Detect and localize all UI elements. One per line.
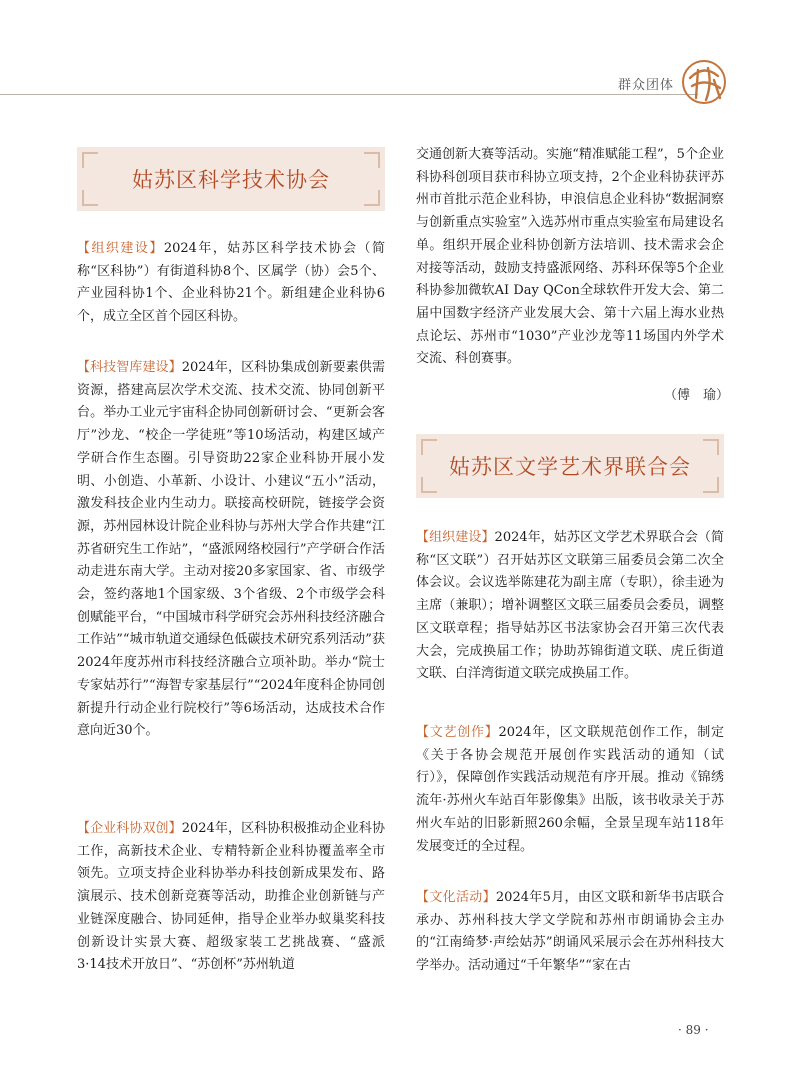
paragraph-tag: 【文化活动】 xyxy=(416,890,496,905)
paragraph-organization xyxy=(416,527,724,686)
paragraph-text: 2024年，区科协集成创新要素供需资源，搭建高层次学术交流、技术交流、协同创新平台。举办工业元宇宙科企协同创新研讨会、“更新会客厅”沙龙、“校企一学徒班”等10场活动，构建区域产学研合作生态圈。引导资助22家企业科协开展小发明、小创造、小革新、小设计、小建议“五小”活动，激发科技企业内生动力。联接高校研院，链接学会资源，苏州园林设计院企业科协与苏州大学合作共建“江苏省研究生工作站”，“盛派网络校园行”产学研合作活动走进东南大学。主动对接20多家国家、省、市级学会，签约落地1个国家级、3个省级、2个市级学会科创赋能平台，“中国城市科学研究会苏州科技经济融合工作站”“城市轨道交通绿色低碳技术研究系列活动”获2024年度苏州市科技经济融合立项补助。举办“院士专家姑苏行”“海智专家基层行”“2024年度科企协同创新提升行动企业行院校行”等6场活动，达成技术合作意向近30个。 xyxy=(77,360,385,739)
calligraphy-emblem-icon xyxy=(680,58,728,106)
section-banner-literature-arts xyxy=(416,434,724,498)
paragraph-text: 交通创新大赛等活动。实施“精准赋能工程”，5个企业科协科创项目获市科协立项支持，2个企业科协获评苏州市首批示范企业科协，申浪信息企业科协“数据洞察与创新重点实验室”入选苏州市重点实验室布局建设名单。组织开展企业科协创新方法培训、技术需求会企对接等活动，鼓励支持盛派网络、苏科环保等5个企业科协参加微软AI Day QCon全球软件开发大会、第二届中国数字经济产业发展大会、第十六届上海水业热点论坛、苏州市“1030”产业沙龙等11场国内外学术交流、科创赛事。 xyxy=(416,147,724,367)
paragraph-tag: 【组织建设】 xyxy=(416,530,495,545)
paragraph-text: 2024年，姑苏区科学技术协会（简称“区科协”）有街道科协8个、区属学（协）会5个、产业园科协1个、企业科协21个。新组建企业科协6个，成立全区首个园区科协。 xyxy=(77,241,385,325)
section-title: 姑苏区文学艺术界联合会 xyxy=(449,455,691,479)
paragraph-culture xyxy=(416,887,724,978)
paragraph-enterprise xyxy=(77,818,385,977)
paragraph-tag: 【文艺创作】 xyxy=(416,725,499,740)
paragraph-text: 2024年5月，由区文联和新华书店联合承办、苏州科技大学文学院和苏州市朗诵协会主办的“江南绮梦·声绘姑苏”朗诵风采展示会在苏州科技大学举办。活动通过“千年繁华”“家在古 xyxy=(416,890,724,974)
author-credit: （傅 瑜） xyxy=(664,388,730,403)
paragraph-tag: 【组织建设】 xyxy=(77,241,164,256)
paragraph-tag: 【科技智库建设】 xyxy=(77,360,182,375)
page-number: · 89 · xyxy=(678,1023,709,1037)
paragraph-continuation xyxy=(416,144,724,371)
paragraph-think-tank xyxy=(77,357,385,743)
paragraph-text: 2024年，区科协积极推动企业科协工作，高新技术企业、专精特新企业科协覆盖率全市领先。立项支持企业科协举办科技创新成果发布、路演展示、技术创新竞赛等活动，助推企业创新链与产业链深度融合、协同延伸，指导企业举办蚁巢奖科技创新设计实景大赛、超级家装工艺挑战赛、“盛派3·14技术开放日”、“苏创杯”苏州轨道 xyxy=(77,821,385,973)
paragraph-tag: 【企业科协双创】 xyxy=(77,821,182,836)
section-title: 姑苏区科学技术协会 xyxy=(132,168,330,192)
section-banner-science-association xyxy=(77,147,385,211)
header-rule xyxy=(0,94,698,95)
paragraph-creation xyxy=(416,722,724,858)
paragraph-text: 2024年，区文联规范创作工作，制定《关于各协会规范开展创作实践活动的通知（试行）》，保障创作实践活动规范有序开展。推动《锦绣流年·苏州火车站百年影像集》出版，该书收录关于苏州火车站的旧影新照260余幅，全景呈现车站118年发展变迁的全过程。 xyxy=(416,725,724,854)
paragraph-organization xyxy=(77,238,385,329)
paragraph-text: 2024年，姑苏区文学艺术界联合会（简称“区文联”）召开姑苏区文联第三届委员会第二次全体会议。会议选举陈建花为副主席（专职），徐圭逊为主席（兼职）；增补调整区文联三届委员会委员，调整区文联章程；指导姑苏区书法家协会召开第三次代表大会，完成换届工作；协助苏锦街道文联、虎丘街道文联、白洋湾街道文联完成换届工作。 xyxy=(416,530,724,682)
section-header: 群众团体 xyxy=(618,78,675,93)
